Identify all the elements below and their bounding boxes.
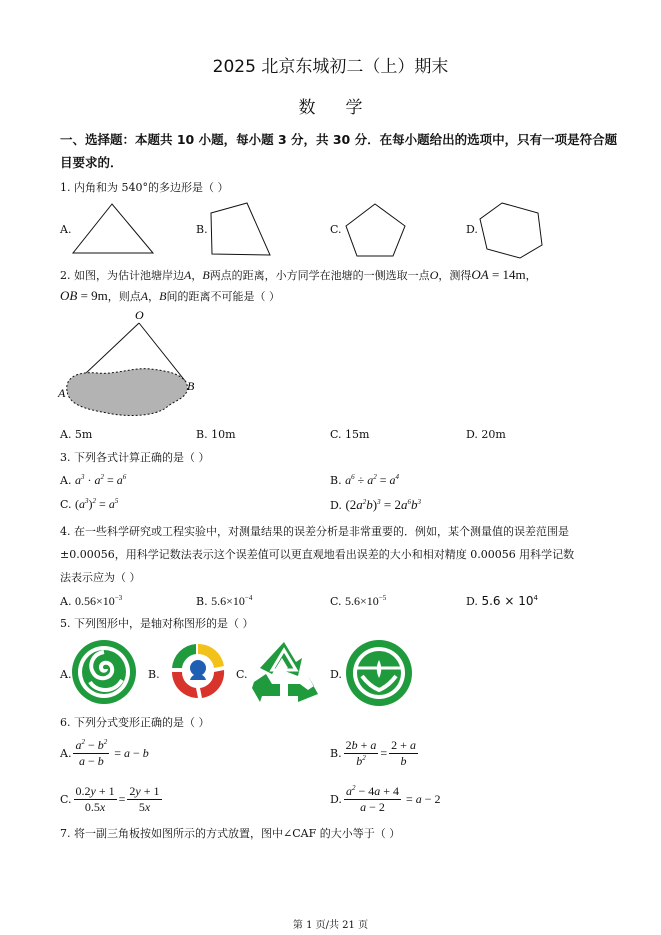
q1-option-b-label: B. bbox=[196, 223, 208, 236]
ob-value: = 9m bbox=[77, 288, 108, 303]
label-b: B bbox=[187, 379, 195, 393]
q6-option-d bbox=[330, 784, 441, 815]
q3-option-a bbox=[60, 473, 126, 488]
question-2-line-1 bbox=[60, 267, 537, 283]
q3-a-label: A. bbox=[60, 474, 72, 487]
question-4-line-2: ±0.00056，用科学记数法表示这个误差值可以更直观地看出误差的大小和相对精度 0.00056 用科学记数 bbox=[60, 548, 575, 561]
q6-c-expr: $\frac{0.2y + 1}{0.5x}$ = $\frac{2y + 1}{5x}$ bbox=[75, 784, 160, 814]
q1-option-c-label: C. bbox=[330, 223, 342, 236]
q6-c-label: C. bbox=[60, 793, 72, 806]
point-b: B bbox=[159, 289, 167, 303]
q2-text: ， bbox=[191, 269, 203, 282]
q5-option-c-label: C. bbox=[236, 668, 248, 681]
q2-text: 两点的距离，小方同学在池塘的一侧选取一点 bbox=[209, 269, 430, 282]
swirl-logo-icon bbox=[70, 638, 138, 706]
q3-b-expr: $a^6 \div a^2 = a^4$ bbox=[345, 473, 399, 487]
q4-option-d bbox=[466, 594, 538, 609]
q4-a-expr: $0.56\times 10^{-3}$ bbox=[74, 594, 123, 608]
q1-option-d-label: D. bbox=[466, 223, 478, 236]
point-a: A bbox=[140, 289, 149, 303]
q4-c-expr: $5.6\times 10^{-5}$ bbox=[345, 594, 387, 608]
q6-b-label: B. bbox=[330, 747, 342, 760]
question-3-stem: 3. 下列各式计算正确的是（ ） bbox=[60, 451, 210, 464]
label-a: A bbox=[58, 386, 66, 400]
q4-option-c bbox=[330, 594, 386, 609]
segment-oa: OA bbox=[471, 267, 489, 282]
section-heading: 一、选择题：本题共 10 小题，每小题 3 分，共 30 分．在每小题给出的选项中，只有一项是符合题目要求的． bbox=[60, 132, 618, 170]
q1-option-a-label: A. bbox=[60, 223, 72, 236]
q6-b-expr: $\frac{2b + a}{b^2}$ = $\frac{2 + a}{b}$ bbox=[345, 738, 416, 768]
q1-polygon-figures bbox=[0, 0, 661, 300]
q6-option-c bbox=[60, 784, 164, 815]
q3-c-label: C. bbox=[60, 498, 72, 511]
q6-a-expr: $\frac{a^2 - b^2}{a - b}$ = a − b bbox=[75, 738, 149, 768]
q3-d-expr: $(2a^2b)^3 = 2a^6b^3$ bbox=[345, 497, 421, 512]
question-6-stem: 6. 下列分式变形正确的是（ ） bbox=[60, 716, 210, 729]
pond-figure bbox=[55, 305, 215, 420]
pond-shape bbox=[67, 369, 188, 416]
point-a: A bbox=[184, 268, 192, 282]
q4-d-label: D. bbox=[466, 595, 478, 608]
q3-c-expr: $(a^3)^2 = a^5$ bbox=[75, 497, 119, 511]
green-food-logo-icon bbox=[344, 638, 414, 708]
label-o: O bbox=[135, 308, 144, 322]
q4-option-a bbox=[60, 594, 122, 609]
q4-b-expr: $5.6\times 10^{-4}$ bbox=[211, 594, 253, 608]
q3-d-label: D. bbox=[330, 499, 342, 512]
q4-b-label: B. bbox=[196, 595, 208, 608]
question-4-line-3: 法表示应为（ ） bbox=[60, 571, 141, 584]
q4-a-label: A. bbox=[60, 595, 72, 608]
q6-a-label: A. bbox=[60, 747, 72, 760]
question-7-stem: 7. 将一副三角板按如图所示的方式放置，图中∠CAF 的大小等于（ ） bbox=[60, 827, 401, 840]
q5-option-d-label: D. bbox=[330, 668, 342, 681]
q6-option-a bbox=[60, 738, 149, 769]
q2-option-d: D. 20m bbox=[466, 428, 506, 441]
q2-option-a: A. 5m bbox=[60, 428, 93, 441]
q6-d-expr: $\frac{a^2 - 4a + 4}{a - 2}$ = a − 2 bbox=[345, 784, 441, 814]
quadrilateral-shape bbox=[211, 203, 270, 255]
q4-option-b bbox=[196, 594, 252, 609]
oa-value: = 14m bbox=[488, 267, 526, 282]
page-footer: 第 1 页/共 21 页 bbox=[292, 920, 369, 931]
q2-text: ，测得 bbox=[438, 269, 472, 282]
pentagon-shape bbox=[346, 204, 405, 256]
q5-option-a-label: A. bbox=[60, 668, 72, 681]
q3-b-label: B. bbox=[330, 474, 342, 487]
triangle-shape bbox=[73, 204, 153, 253]
q2-option-c: C. 15m bbox=[330, 428, 370, 441]
q3-a-expr: $a^3 \cdot a^2 = a^6$ bbox=[74, 473, 127, 487]
q5-option-b-label: B. bbox=[148, 668, 160, 681]
q2-text: ， bbox=[148, 290, 160, 303]
colorful-ring-logo-icon bbox=[162, 638, 232, 706]
q4-c-label: C. bbox=[330, 595, 342, 608]
q2-text: 间的距离不可能是（ ） bbox=[166, 290, 280, 303]
q4-d-expr: $5.6 \times 10^4$ bbox=[481, 594, 538, 608]
q6-option-b bbox=[330, 738, 420, 769]
point-b: B bbox=[202, 268, 210, 282]
document-subject: 数学 bbox=[298, 98, 393, 118]
question-2-line-2 bbox=[60, 288, 280, 304]
q6-d-label: D. bbox=[330, 793, 342, 806]
q3-option-d bbox=[330, 497, 421, 513]
segment-ob: OB bbox=[60, 288, 78, 303]
point-o: O bbox=[429, 268, 439, 282]
q3-option-c bbox=[60, 497, 118, 512]
q3-option-b bbox=[330, 473, 399, 488]
q2-text: ，则点 bbox=[107, 290, 141, 303]
q2-option-b: B. 10m bbox=[196, 428, 236, 441]
question-4-line-1: 4. 在一些科学研究或工程实验中，对测量结果的误差分析是非常重要的．例如，某个测量值的误差范围是 bbox=[60, 525, 569, 538]
q2-text: 2. 如图，为估计池塘岸边 bbox=[60, 269, 184, 282]
hexagon-shape bbox=[480, 203, 542, 258]
question-1-stem: 1. 内角和为 540°的多边形是（ ） bbox=[60, 181, 229, 194]
document-title: 2025 北京东城初二（上）期末 bbox=[212, 57, 449, 77]
q2-text: ， bbox=[525, 269, 537, 282]
recycle-icon bbox=[248, 638, 320, 706]
question-5-stem: 5. 下列图形中，是轴对称图形的是（ ） bbox=[60, 617, 254, 630]
